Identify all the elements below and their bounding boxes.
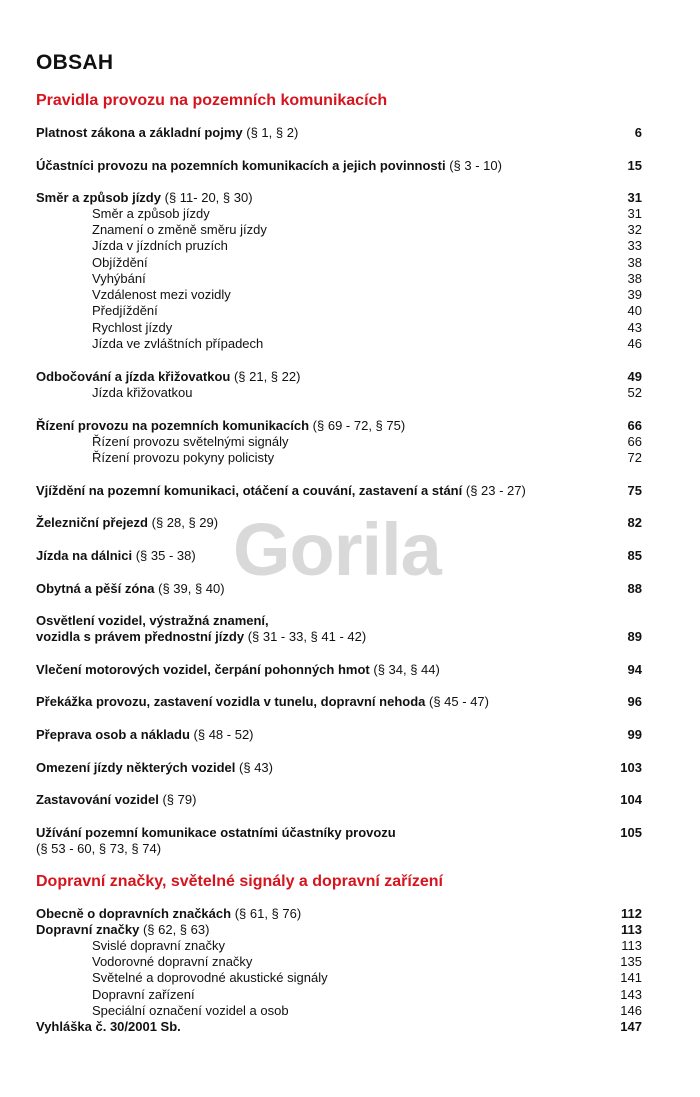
toc-entry[interactable] bbox=[36, 760, 642, 776]
section-heading: Dopravní značky, světelné signály a dopravní zařízení bbox=[36, 873, 443, 890]
subentry-label: Světelné a doprovodné akustické signály bbox=[92, 970, 328, 985]
entry-reference: (§ 69 - 72, § 75) bbox=[312, 418, 406, 433]
subentry-label: Znamení o změně směru jízdy bbox=[92, 222, 267, 237]
entry-reference: (§ 61, § 76) bbox=[234, 906, 302, 921]
entry-reference: (§ 1, § 2) bbox=[246, 125, 299, 140]
entry-reference: (§ 48 - 52) bbox=[193, 727, 254, 742]
toc-entry[interactable] bbox=[36, 190, 642, 206]
toc-subentry[interactable] bbox=[92, 938, 642, 954]
entry-title: Zastavování vozidel bbox=[36, 792, 159, 807]
entry-page-number: 105 bbox=[620, 825, 642, 840]
entry-page-number: 31 bbox=[627, 190, 642, 205]
entry-page-number: 15 bbox=[627, 158, 642, 173]
subentry-page-number: 113 bbox=[621, 938, 642, 953]
toc-entry[interactable] bbox=[36, 906, 642, 922]
subentry-label: Směr a způsob jízdy bbox=[92, 206, 210, 221]
toc-entry[interactable] bbox=[36, 369, 642, 385]
subentry-page-number: 46 bbox=[627, 336, 642, 351]
subentry-page-number: 135 bbox=[620, 954, 642, 969]
toc-subentry[interactable] bbox=[92, 987, 642, 1003]
entry-page-number: 96 bbox=[627, 694, 642, 709]
entry-title: Účastníci provozu na pozemních komunikacích a jejich povinnosti bbox=[36, 158, 446, 173]
toc-entry[interactable] bbox=[36, 727, 642, 743]
entry-title: Vlečení motorových vozidel, čerpání pohonných hmot bbox=[36, 662, 370, 677]
entry-page-number: 112 bbox=[621, 906, 642, 921]
entry-title: Osvětlení vozidel, výstražná znamení, bbox=[36, 613, 269, 628]
entry-page-number: 104 bbox=[620, 792, 642, 807]
subentry-label: Předjíždění bbox=[92, 303, 158, 318]
entry-reference: (§ 43) bbox=[239, 760, 273, 775]
subentry-label: Jízda v jízdních pruzích bbox=[92, 238, 228, 253]
entry-title: Dopravní značky bbox=[36, 922, 140, 937]
toc-subentry[interactable] bbox=[92, 336, 642, 352]
entry-page-number: 75 bbox=[627, 483, 642, 498]
toc-subentry[interactable] bbox=[92, 970, 642, 986]
entry-reference: (§ 45 - 47) bbox=[429, 694, 489, 709]
toc-subentry[interactable] bbox=[92, 222, 642, 238]
toc-entry[interactable] bbox=[36, 515, 642, 531]
subentry-page-number: 32 bbox=[627, 222, 642, 237]
entry-reference: (§ 35 - 38) bbox=[135, 548, 196, 563]
subentry-page-number: 66 bbox=[627, 434, 642, 449]
entry-reference: (§ 79) bbox=[162, 792, 197, 807]
toc-subentry[interactable] bbox=[92, 238, 642, 254]
entry-reference: (§ 62, § 63) bbox=[142, 922, 210, 937]
entry-title: Překážka provozu, zastavení vozidla v tunelu, dopravní nehoda bbox=[36, 694, 426, 709]
entry-title: Směr a způsob jízdy bbox=[36, 190, 161, 205]
toc-entry[interactable] bbox=[36, 825, 642, 841]
subentry-page-number: 146 bbox=[620, 1003, 642, 1018]
subentry-label: Jízda křižovatkou bbox=[92, 385, 193, 400]
entry-reference: (§ 11- 20, § 30) bbox=[164, 190, 253, 205]
toc-entry[interactable] bbox=[36, 922, 642, 938]
entry-reference: (§ 21, § 22) bbox=[233, 369, 301, 384]
toc-entry[interactable] bbox=[36, 483, 642, 499]
watermark-logo: Gorila bbox=[233, 508, 441, 591]
entry-title: Platnost zákona a základní pojmy bbox=[36, 125, 243, 140]
entry-title: Odbočování a jízda křižovatkou bbox=[36, 369, 231, 384]
subentry-page-number: 38 bbox=[627, 271, 642, 286]
toc-entry[interactable] bbox=[36, 694, 642, 710]
entry-title: Vjíždění na pozemní komunikaci, otáčení a couvání, zastavení a stání bbox=[36, 483, 463, 498]
toc-subentry[interactable] bbox=[92, 1003, 642, 1019]
subentry-page-number: 31 bbox=[627, 206, 642, 221]
toc-subentry[interactable] bbox=[92, 434, 642, 450]
entry-title: Obytná a pěší zóna bbox=[36, 581, 155, 596]
subentry-page-number: 141 bbox=[620, 970, 642, 985]
subentry-label: Dopravní zařízení bbox=[92, 987, 195, 1002]
entry-title: Obecně o dopravních značkách bbox=[36, 906, 232, 921]
entry-page-number: 66 bbox=[627, 418, 642, 433]
entry-reference: (§ 23 - 27) bbox=[465, 483, 526, 498]
subentry-page-number: 143 bbox=[620, 987, 642, 1002]
subentry-label: Řízení provozu světelnými signály bbox=[92, 434, 289, 449]
toc-subentry[interactable] bbox=[92, 320, 642, 336]
toc-subentry[interactable] bbox=[92, 271, 642, 287]
subentry-label: Speciální označení vozidel a osob bbox=[92, 1003, 289, 1018]
entry-title: Užívání pozemní komunikace ostatními účastníky provozu bbox=[36, 825, 396, 840]
toc-entry[interactable] bbox=[36, 548, 642, 564]
toc-subentry[interactable] bbox=[92, 954, 642, 970]
subentry-page-number: 39 bbox=[627, 287, 642, 302]
entry-reference: (§ 31 - 33, § 41 - 42) bbox=[247, 629, 367, 644]
entry-page-number: 88 bbox=[627, 581, 642, 596]
entry-page-number: 99 bbox=[627, 727, 642, 742]
subentry-label: Vodorovné dopravní značky bbox=[92, 954, 253, 969]
entry-reference: (§ 3 - 10) bbox=[449, 158, 502, 173]
entry-reference: (§ 34, § 44) bbox=[373, 662, 440, 677]
subentry-page-number: 38 bbox=[627, 255, 642, 270]
entry-page-number: 49 bbox=[627, 369, 642, 384]
entry-page-number: 147 bbox=[620, 1019, 642, 1034]
section-heading: Pravidla provozu na pozemních komunikacích bbox=[36, 92, 388, 109]
toc-subentry[interactable] bbox=[92, 450, 642, 466]
toc-entry[interactable] bbox=[36, 629, 642, 645]
toc-entry[interactable] bbox=[36, 1019, 642, 1035]
subentry-label: Objíždění bbox=[92, 255, 148, 270]
subentry-label: Jízda ve zvláštních případech bbox=[92, 336, 264, 351]
entry-reference-continued: (§ 53 - 60, § 73, § 74) bbox=[36, 841, 162, 856]
page-title: OBSAH bbox=[36, 51, 114, 74]
entry-page-number: 113 bbox=[621, 922, 642, 937]
entry-reference: (§ 39, § 40) bbox=[158, 581, 225, 596]
entry-title: Železniční přejezd bbox=[36, 515, 148, 530]
subentry-page-number: 33 bbox=[627, 238, 642, 253]
subentry-label: Vyhýbání bbox=[92, 271, 146, 286]
entry-page-number: 82 bbox=[627, 515, 642, 530]
entry-title: Řízení provozu na pozemních komunikacích bbox=[36, 418, 310, 433]
subentry-label: Rychlost jízdy bbox=[92, 320, 173, 335]
toc-entry[interactable] bbox=[36, 662, 642, 678]
toc-entry[interactable] bbox=[36, 792, 642, 808]
subentry-page-number: 52 bbox=[627, 385, 642, 400]
subentry-label: Vzdálenost mezi vozidly bbox=[92, 287, 231, 302]
entry-page-number: 6 bbox=[634, 125, 642, 140]
toc-subentry[interactable] bbox=[92, 385, 642, 401]
toc-entry[interactable] bbox=[36, 125, 642, 141]
toc-subentry[interactable] bbox=[92, 303, 642, 319]
subentry-page-number: 72 bbox=[627, 450, 642, 465]
toc-subentry[interactable] bbox=[92, 255, 642, 271]
entry-page-number: 89 bbox=[627, 629, 642, 644]
entry-title: Vyhláška č. 30/2001 Sb. bbox=[36, 1019, 181, 1034]
entry-reference: (§ 28, § 29) bbox=[151, 515, 219, 530]
entry-page-number: 85 bbox=[627, 548, 642, 563]
entry-title: Jízda na dálnici bbox=[36, 548, 133, 563]
entry-page-number: 94 bbox=[627, 662, 642, 677]
toc-subentry[interactable] bbox=[92, 206, 642, 222]
subentry-label: Svislé dopravní značky bbox=[92, 938, 225, 953]
subentry-page-number: 43 bbox=[627, 320, 642, 335]
subentry-page-number: 40 bbox=[627, 303, 642, 318]
toc-entry[interactable] bbox=[36, 418, 642, 434]
toc-subentry[interactable] bbox=[92, 287, 642, 303]
toc-entry[interactable] bbox=[36, 581, 642, 597]
entry-title: vozidla s právem přednostní jízdy bbox=[36, 629, 245, 644]
subentry-label: Řízení provozu pokyny policisty bbox=[92, 450, 275, 465]
entry-title: Přeprava osob a nákladu bbox=[36, 727, 190, 742]
toc-entry[interactable] bbox=[36, 158, 642, 174]
entry-title: Omezení jízdy některých vozidel bbox=[36, 760, 236, 775]
toc-entry[interactable] bbox=[36, 613, 642, 629]
entry-page-number: 103 bbox=[620, 760, 642, 775]
